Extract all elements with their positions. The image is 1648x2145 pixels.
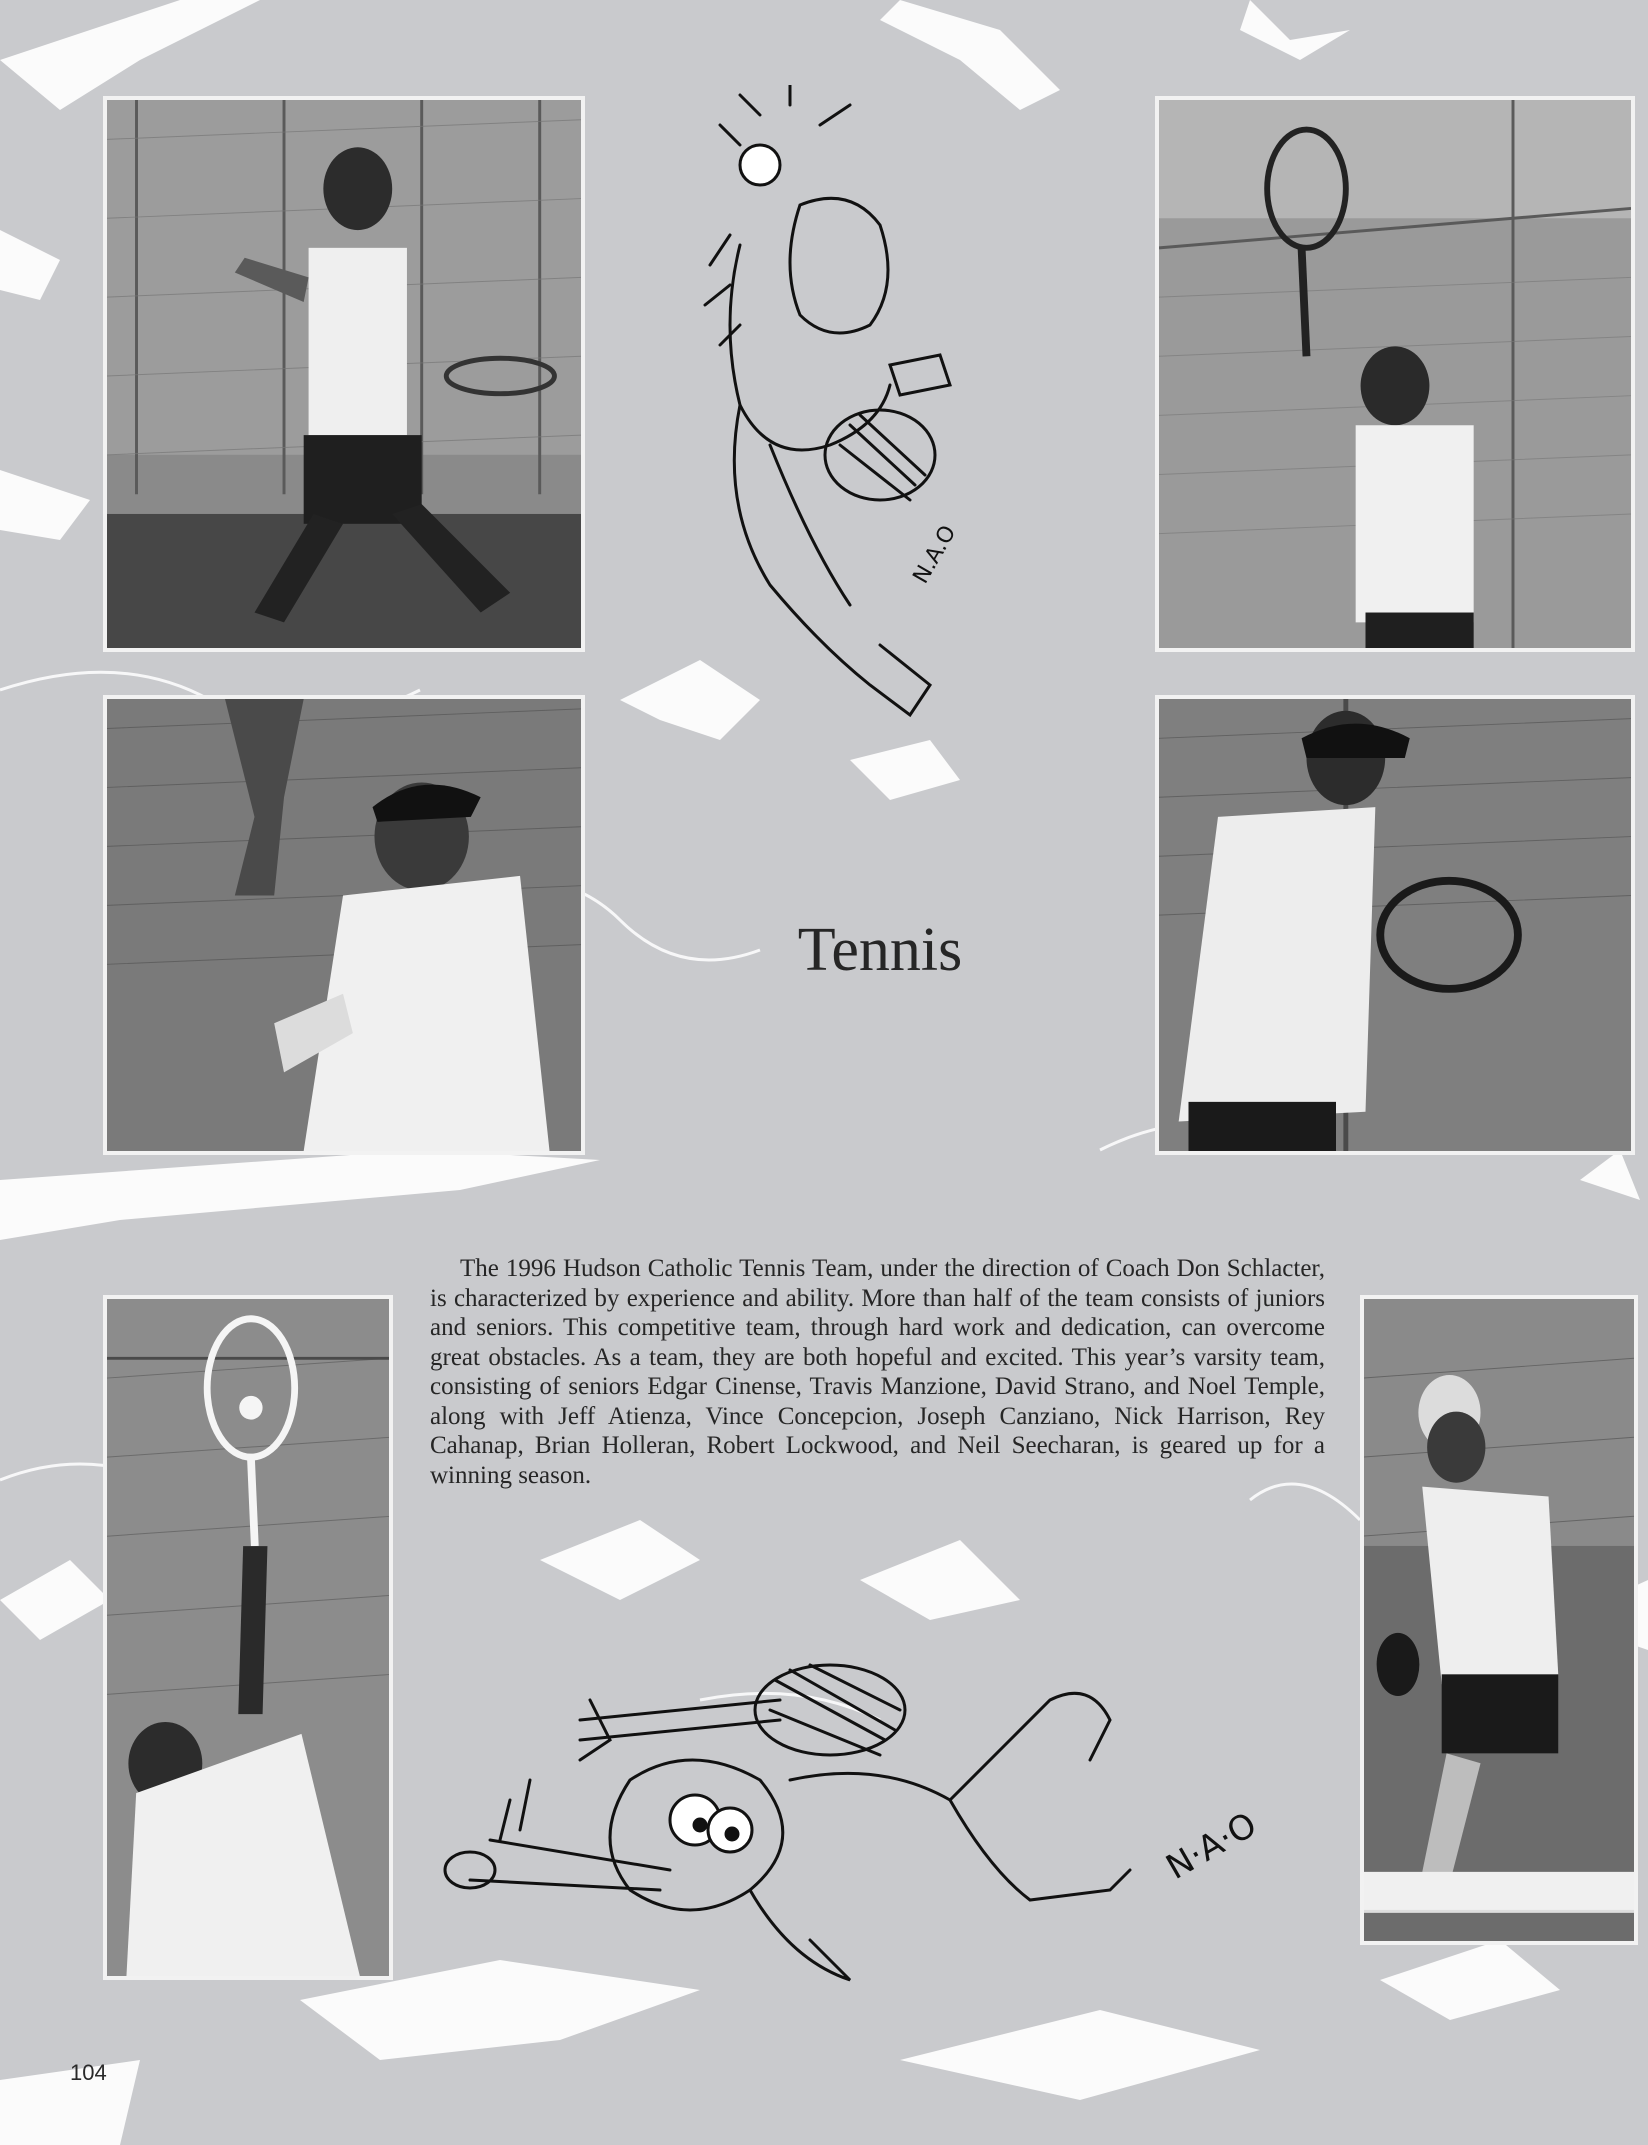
photo-player-cap-backhand xyxy=(103,695,585,1155)
photo-player-ready-stance xyxy=(1360,1295,1638,1945)
photo-player-swinging-forehand xyxy=(1155,695,1635,1155)
photo-player-serve xyxy=(103,1295,393,1980)
sketch-cartoon-player-top xyxy=(680,85,1010,735)
page-title: Tennis xyxy=(797,916,963,984)
bottom-sketch-signature: N·A·O xyxy=(1159,1804,1264,1888)
top-sketch-signature: N.A.O xyxy=(908,521,962,588)
photo-player-forehand-lunge xyxy=(103,96,585,652)
page-number: 104 xyxy=(70,2060,107,2085)
team-description: The 1996 Hudson Catholic Tennis Team, under the direction of Coach Don Schlacter, is characterized by experience and ability. More than half of the team consists of juniors and seniors. This competitive team, through hard work and dedication, can overcome great obstacles. As a team, they are both hopeful and excited. This year’s varsity team, consisting of seniors Edgar Cinense, Travis Manzione, David Strano, and Noel Temple, along with Jeff Atienza, Vince Concepcion, Joseph Canziano, Nick Harrison, Rey Cahanap, Brian Holleran, Robert Lockwood, and Neil Seecharan, is geared up for a winning season. xyxy=(430,1255,1325,1489)
photo-player-racket-raised xyxy=(1155,96,1635,652)
sketch-cartoon-player-bottom xyxy=(430,1640,1310,2010)
